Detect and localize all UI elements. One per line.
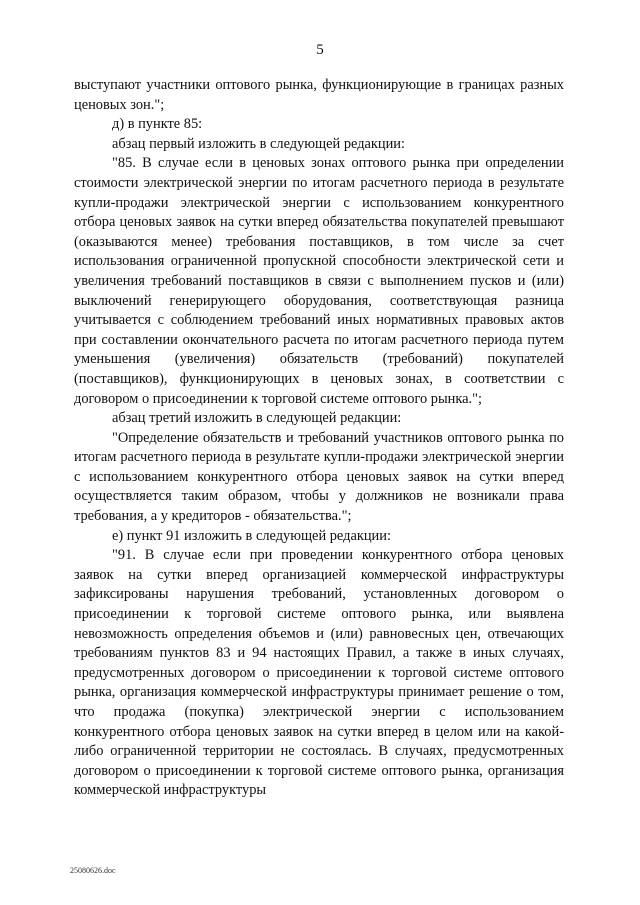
paragraph: "91. В случае если при проведении конкурентного отбора ценовых заявок на сутки вперед организацией коммерческой инфраструктуры зафиксированы нарушения требований, установленных договором о присоединении к торговой системе оптового рынка, или выявлена невозможность определения объемов и (или) равновесных цен, отвечающих требованиям пунктов 83 и 94 настоящих Правил, а также в иных случаях, предусмотренных договором о присоединении к торговой системе оптового рынка, организация коммерческой инфраструктуры принимает решение о том, что продажа (покупка) электрической энергии с использованием конкурентного отбора ценовых заявок на сутки вперед в целом или на какой-либо ограниченной территории не состоялась. В случаях, предусмотренных договором о присоединении к торговой системе оптового рынка, организация коммерческой инфраструктуры bbox=[74, 547, 564, 799]
paragraph: "Определение обязательств и требований участников оптового рынка по итогам расчетного периода в результате купли-продажи электрической энергии с использованием конкурентного отбора ценовых заявок на сутки вперед осуществляется таким образом, чтобы у должников не возникали права требования, а у кредиторов - обязательства."; bbox=[74, 429, 564, 525]
paragraph: д) в пункте 85: bbox=[112, 116, 203, 133]
document-file-name: 25080626.doc bbox=[70, 866, 116, 875]
paragraph: "85. В случае если в ценовых зонах оптового рынка при определении стоимости электрической энергии по итогам расчетного периода в результате купли-продажи электрической энергии с использованием конкурентного отбора ценовых заявок на сутки вперед обязательства покупателей превышают (оказываются менее) требования поставщиков, в том числе за счет использования ограниченной пропускной способности электрической сети и увеличения требований поставщиков в связи с выполнением пусков и (или) выключений генерирующего оборудования, соответствующая разница учитывается с соблюдением требований иных нормативных правовых актов при составлении окончательного расчета по итогам расчетного периода путем уменьшения (увеличения) обязательств (требований) покупателей (поставщиков), функционирующих в ценовых зонах, в соответствии с договором о присоединении к торговой системе оптового рынка."; bbox=[74, 155, 564, 407]
paragraph: выступают участники оптового рынка, функционирующие в границах разных ценовых зон."; bbox=[74, 77, 564, 113]
paragraph: абзац первый изложить в следующей редакции: bbox=[112, 135, 406, 152]
page-number: 5 bbox=[316, 42, 324, 58]
document-body bbox=[74, 76, 564, 801]
paragraph: е) пункт 91 изложить в следующей редакции: bbox=[112, 527, 391, 544]
paragraph: абзац третий изложить в следующей редакции: bbox=[112, 410, 402, 427]
